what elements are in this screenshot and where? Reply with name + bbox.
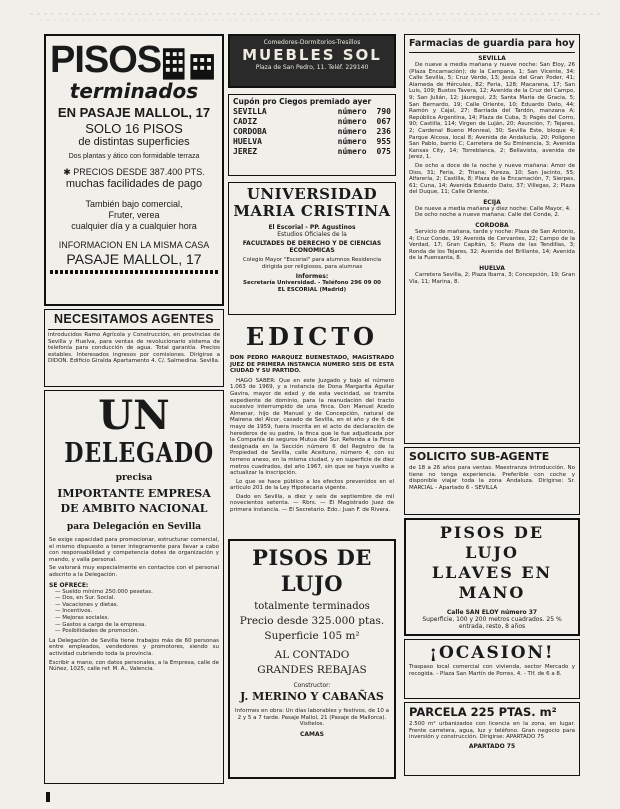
universidad-line-7: EL ESCORIAL (Madrid) [277, 286, 347, 293]
cupon-city: CORDOBA [233, 127, 267, 136]
universidad-line-3: FACULTADES DE DERECHO Y DE CIENCIAS ECONOMICAS [242, 240, 382, 254]
farmacias-huelva-heading: HUELVA [479, 265, 505, 273]
ad-universidad [228, 182, 396, 315]
lujo-right-l3 [410, 634, 574, 636]
parcela-title: PARCELA 225 PTAS. m² [409, 705, 557, 719]
delegado-benefit-item: — Vacaciones y dietas. [55, 601, 119, 608]
cupon-number: 067 [376, 117, 391, 126]
ad-info-2: PASAJE MALLOL, 17 [66, 251, 202, 267]
delegado-un: UN [98, 392, 170, 439]
ad-muebles-sol [228, 34, 396, 88]
cupon-city: SEVILLA [233, 107, 267, 116]
ad-payment: muchas facilidades de pago [65, 178, 203, 190]
ad-line-1: SOLO 16 PISOS [85, 121, 183, 136]
farmacias-ecija-heading: ECIJA [483, 198, 501, 206]
ad-title: PISOS [50, 39, 162, 81]
edicto-section [224, 323, 400, 535]
cupon-row [233, 137, 391, 147]
lujo-center-l3: Superficie 105 m² [264, 630, 360, 642]
building-icon [161, 40, 218, 80]
cupon-row [233, 107, 391, 117]
cupon-number: 075 [376, 147, 391, 156]
lujo-center-l9: CAMAS [300, 730, 324, 738]
farmacias-title: Farmacias de guardia para hoy [409, 38, 575, 49]
ad-subagente [404, 447, 580, 515]
cupon-label: número [337, 147, 367, 156]
edicto-title: EDICTO [245, 323, 379, 351]
delegado-para: para Delegación en Sevilla [66, 522, 202, 532]
column-middle [224, 34, 400, 779]
ad-parcela [404, 702, 580, 776]
delegado-body-1: Se exige capacidad para promocionar, estructurar comercial, el mismo dispuesto a tener integramente para llevar a cabo con responsabilidad y competencia dotes de organización y mando, y valía personal. [49, 537, 219, 563]
universidad-title-1: UNIVERSIDAD [246, 185, 378, 203]
agentes-title: NECESITAMOS AGENTES [54, 312, 214, 326]
universidad-line-1: El Escorial - PP. Agustinos [268, 224, 356, 231]
ad-pisos-lujo-right [404, 518, 580, 636]
universidad-line-2: Estudios Oficiales de la [277, 231, 347, 238]
cupon-number: 236 [376, 127, 391, 136]
farmacias-ecija-text-2: De ocho noche a nueve mañana: Calle del Conde, 2. [415, 212, 560, 219]
parcela-footer: APARTADO 75 [468, 742, 516, 750]
ad-bottom-border [50, 270, 218, 274]
cupon-label: número [337, 137, 367, 146]
cupon-row [233, 117, 391, 127]
ad-line-3: Dos plantas y ático con formidable terraza [68, 153, 200, 160]
cupon-label: número [337, 127, 367, 136]
ad-delegado [44, 390, 224, 784]
lujo-center-l2: Precio desde 325.000 ptas. [239, 615, 385, 627]
parcela-body: 2.500 m² urbanizados con licencia en la zona, en lugar. Frente carretera, agua, luz y teléfono. Gran negocio para inversión y construcción. Dirigirse: APARTADO 75 [409, 721, 575, 741]
ad-extra-2: Fruter, verea [108, 210, 160, 220]
cupon-row [233, 147, 391, 157]
cupon-title: Cupón pro Ciegos premiado ayer [233, 97, 372, 106]
muebles-line-1: Comedores-Dormitorios-Tresillos [263, 39, 361, 46]
ad-extra-1: También bajo comercial, [85, 199, 183, 209]
delegado-body-2: Se valorará muy especialmente en contactos con el personal adscrito a la Delegación. [49, 565, 219, 578]
edicto-p1: DON PEDRO MARQUEZ BUENESTADO, MAGISTRADO JUEZ DE PRIMERA INSTANCIA NUMERO SEIS DE ESTA CIUDAD Y SU PARTIDO. [230, 355, 394, 375]
delegado-title: DELEGADO [64, 438, 214, 469]
cupon-label: número [337, 117, 367, 126]
lujo-right-subtitle: LLAVES EN MANO [431, 563, 553, 602]
delegado-benefit-item: — Gastos a cargo de la empresa. [55, 621, 147, 628]
farmacias-box [404, 34, 580, 444]
ad-subtitle: terminados [69, 79, 199, 103]
edicto-p2: HAGO SABER: Que en este Juzgado y bajo el número 1.063 de 1969, y a instancia de Dona Margarita Aguilar Gavira, mayor de edad y de esta vecindad, se tramita expediente de dominio, para la reanudación del tracto sucesivo interrumpido de una finca. Don Manuel Acedo Almenar, hijo de Manuel y de Concepción, natural de Mairena del Alcor, casado de Sevilla, en el año y de 6 de mayo de 1959, fuera inscrita en el acto de declaración de herederos de su padre, la finca que le fue adjudicada por la Compañía de seguros Mutua del Sur. Referida a la Finca designada en la Sección número 6 del Registro de la Propiedad de Sevilla, calle Aceituno, número 4, con su terreno anexo, en la misma ciudad, y en superficie de diez metros cuadrados, del año 1967, sin que se haya vuelto a actualizar la inscripción. [230, 377, 394, 477]
farmacias-sevilla-text-2: De ocho a doce de la noche y nueve mañana: Amor de Dios, 31; Feria, 2; Triana; Pureza, 10; San Jacinto, 55; Alfarería, 2; Castilla, 8; Plaza de la Encarnación, 7; Sierpes, 61; Cuna, 14; Avenida Eduardo Dato, 37; Villegas, 2; Plaza del Duque, 11; Calle Oriente. [409, 162, 575, 196]
edicto-p4: Dado en Sevilla, a diez y seis de septiembre de mil novecientos setenta. — Rbrs. — El Magistrado Juez de primera instancia. — El Secretario. Edo.: Juan F. de Rivera. [230, 493, 394, 514]
farmacias-cordoba-text: Servicio de mañana, tarde y noche: Plaza de San Antonio, 4; Cruz Conde, 19; Avenida de Cervantes, 22; Campo de la Verdad, 17; Gran Capitán, 5; Plaza de las Tendillas, 3; Ronda de los Tejares, 32; Avenida del Brillante, 14; Avenida de la Fuensanta, 8. [409, 229, 575, 262]
ad-info-1: INFORMACION EN LA MISMA CASA [58, 240, 210, 250]
column-right [404, 34, 580, 779]
lujo-center-l1: totalmente terminados [254, 601, 370, 612]
ad-price [50, 166, 218, 178]
lujo-center-title: PISOS DE LUJO [252, 545, 372, 596]
cupon-label: número [337, 107, 367, 116]
page-corner-mark [44, 790, 56, 804]
delegado-ofrece: SE OFRECE: [49, 581, 89, 589]
lujo-center-l4: AL CONTADO [274, 649, 350, 661]
cupon-number: 955 [376, 137, 391, 146]
delegado-benefit-item: — Dos, en Sur. Social. [55, 595, 116, 602]
lujo-center-l5: GRANDES REBAJAS [257, 664, 367, 676]
agentes-body: introducidos Ramo Agrícola y Construcción, en provincias de Sevilla y Huelva, para ventas de revolucionario sistema de telefonía para conducción de agua. Total garantía. Precios estables. Interesados ingresos por comisiones. Dirigirse a DIDON. Edificio Giralda Apartamento 4. C/. Salmedina. Sevilla. [48, 332, 220, 365]
delegado-benefit-item: — Incentivos. [55, 608, 93, 615]
ad-pisos-lujo-center [228, 539, 396, 779]
subagente-title: SOLICITO SUB-AGENTE [409, 450, 550, 463]
ad-price-text: PRECIOS DESDE 387.400 PTS. [73, 167, 205, 177]
delegado-body-3: La Delegación de Sevilla tiene trabajos más de 60 personas entre empleados, vendedores y promotores, siendo su actividad cubriendo toda la provincia. [49, 637, 219, 657]
ad-ocasion [404, 639, 580, 699]
cupon-city: HUELVA [233, 137, 262, 146]
cupon-box [228, 94, 396, 176]
lujo-right-l2: Superficie, 100 y 200 metros cuadrados. 25 % entrada, resto, 8 años [422, 616, 562, 630]
ad-line-2: de distintas superficies [78, 136, 190, 148]
delegado-empresa-1: IMPORTANTE EMPRESA [57, 487, 211, 500]
farmacias-sevilla-heading: SEVILLA [478, 55, 506, 62]
cupon-city: CADIZ [233, 117, 258, 126]
farmacias-sevilla-text: De nueve a media mañana y nueve noche: San Eloy, 26 (Plaza Encarnación); de la Campana, 1; San Vicente, 34; Calle Sevilla, 5; Cruz Verde, 13; Jesús del Gran Poder, 41; Alameda de Hércules, 82; Feria, 128; Macarena, 17; San Luis, 109; Bustos Tavera, 12; Avenida de la Cruz del Campo, 9; San Julián, 12; Jáuregui, 23; Santa María de Gracia, 5; San Bernardo, 19; Calle Oriente, 10; Eduardo Dato, 44; Ramón y Cajal, 27; Barriada del Tardón, manzana A; República Argentina, 14; Plaza de Cuba, 3; Pagés del Corro, 90; Castilla, 114; Virgen de Luján, 20; Asunción, 7; Tejares, 2; Cardenal Bueno Monreal, 30; Sevilla Este, bloque 4; Parque Alcosa, local 8; Avenida de Andalucía, 20; Polígono San Pablo, barrio C; Carretera de Su Eminencia, 3; Avenida Kansas City, 14; Torreblanca, 2; Bellavista, avenida de Jerez, 1. [409, 62, 575, 161]
cupon-city: JEREZ [233, 147, 258, 156]
cupon-rows [233, 107, 391, 157]
farmacias-ecija-text: De nueve a media mañana y diez noche: Calle Mayor, 4. [415, 205, 571, 212]
cupon-row [233, 127, 391, 137]
ad-pisos-terminados [44, 34, 224, 306]
delegado-benefit-item: — Posibilidades de promoción. [55, 628, 140, 635]
delegado-empresa-2: DE AMBITO NACIONAL [60, 502, 208, 515]
universidad-line-4: Colegio Mayor "Escorial" para alumnos Residencia dirigida por religiosos, para alumnas [242, 257, 382, 270]
lujo-right-title: PISOS DE LUJO [439, 523, 545, 562]
ocasion-title: ¡OCASION! [429, 643, 555, 663]
universidad-title-2: MARIA CRISTINA [233, 202, 391, 220]
farmacias-cordoba-heading: CORDOBA [475, 222, 509, 230]
ad-location: EN PASAJE MALLOL, 17 [57, 105, 211, 120]
edicto-p3: Lo que se hace público a los efectos prevenidos en el artículo 201 de la Ley Hipotecaria vigente. [230, 478, 394, 492]
ad-agentes [44, 309, 224, 387]
farmacias-huelva-text: Carretera Sevilla, 2; Plaza Ibarra, 3; Concepción, 19; Gran Vía, 11; Marina, 8. [409, 272, 575, 285]
star-icon: ✱ [63, 167, 74, 177]
torn-page-edge [0, 0, 620, 30]
delegado-precisa: precisa [115, 473, 153, 483]
cupon-number: 790 [376, 107, 391, 116]
lujo-center-l7: J. MERINO Y CABAÑAS [240, 690, 384, 703]
lujo-right-l1: Calle SAN ELOY número 37 [446, 609, 538, 616]
subagente-body: de 18 a 26 años para ventas. Maestranza introducción. No tiene no tenga experiencia. Preferible con coche y disponible viajar toda la zona Andaluza. Dirigirse: Sr. MARCIAL - Apartado 6 - SEVILLA [409, 465, 575, 491]
lujo-center-l8: Informes en obra: Un días laborables y festivos, de 10 a 2 y 5 a 7 tarde. Pasaje Mallol, 21 (Pasaje de Mallorca). Visítelos. [235, 708, 389, 728]
muebles-name: MUEBLES SOL [242, 46, 382, 64]
delegado-body-4: Escribir a mano, con datos personales, a la Empresa, calle de Núñez, 1025, calle ref. M. A., Valencia. [49, 659, 219, 673]
universidad-line-5: Informes: [295, 273, 329, 281]
universidad-line-6: Secretaría Universidad. - Teléfono 296 09 00 [243, 280, 381, 287]
muebles-address: Plaza de San Pedro, 11. Teléf. 229140 [255, 64, 369, 71]
column-left [44, 34, 224, 787]
delegado-benefit-item: — Mejoras sociales. [55, 614, 110, 621]
ocasion-body: Traspaso local comercial con vivienda, sector Mercado y recogida. - Plaza San Martín de Porres, 4. - Tlf. de 6 a 8. [409, 664, 575, 677]
delegado-benefit-item: — Sueldo mínimo 250.000 pesetas. [55, 588, 153, 595]
lujo-center-l6: Constructor: [293, 682, 331, 689]
ad-extra-3: cualquier día y a cualquier hora [71, 221, 197, 231]
delegado-benefits-list [49, 589, 219, 635]
